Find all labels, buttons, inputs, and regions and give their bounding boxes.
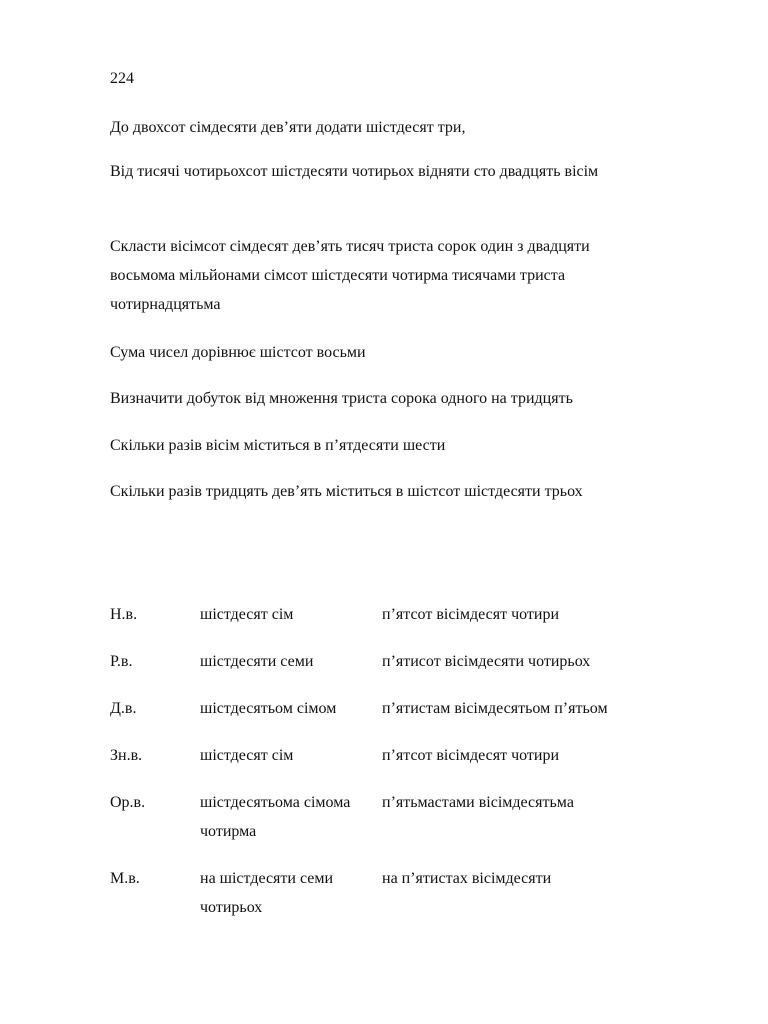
declension-second: п’ятсот вісімдесят чотири [382,606,560,623]
case-label: Н.в. [110,606,138,623]
table-row [110,741,655,788]
declension-second: на п’ятистах вісімдесяти [382,870,552,887]
declension-first: шістдесятьом сімом [200,700,337,717]
table-row [110,788,655,864]
case-label: Д.в. [110,700,137,717]
declension-second: п’ятьмастами вісімдесятьма [382,794,574,811]
declension-first: шістдесятьома сімома чотирма [200,794,351,840]
declension-table [110,600,655,940]
case-label: Ор.в. [110,794,146,811]
sentence-4: Сума чисел дорівнює шістсот восьми [110,344,366,361]
case-label: Р.в. [110,653,133,670]
declension-first: шістдесят сім [200,606,294,623]
sentence-1: До двохсот сімдесяти дев’яти додати шістдесят три, [110,119,466,136]
sentence-3: Скласти вісімсот сімдесят дев’ять тисяч триста сорок один з двадцяти восьмома мільйонами сімсот шістдесяти чотирма тисячами триста чотирнадцятьма [110,238,590,313]
declension-first: на шістдесяти семи чотирьох [200,870,334,916]
table-row [110,600,655,647]
declension-first: шістдесят сім [200,747,294,764]
sentence-7: Скільки разів тридцять дев’ять міститься в шістсот шістдесяти трьох [110,483,583,500]
page-number: 224 [110,70,134,87]
table-row [110,864,655,940]
sentence-6: Скільки разів вісім міститься в п’ятдесяти шести [110,437,446,454]
case-label: М.в. [110,870,140,887]
table-row [110,694,655,741]
declension-second: п’ятсот вісімдесят чотири [382,747,560,764]
sentence-5: Визначити добуток від множення триста сорока одного на тридцять [110,390,573,407]
declension-second: п’ятисот вісімдесяти чотирьох [382,653,591,670]
declension-second: п’ятистам вісімдесятьом п’ятьом [382,700,608,717]
table-row [110,647,655,694]
sentence-2: Від тисячі чотирьохсот шістдесяти чотирьох відняти сто двадцять вісім [110,163,599,180]
case-label: Зн.в. [110,747,143,764]
declension-first: шістдесяти семи [200,653,314,670]
